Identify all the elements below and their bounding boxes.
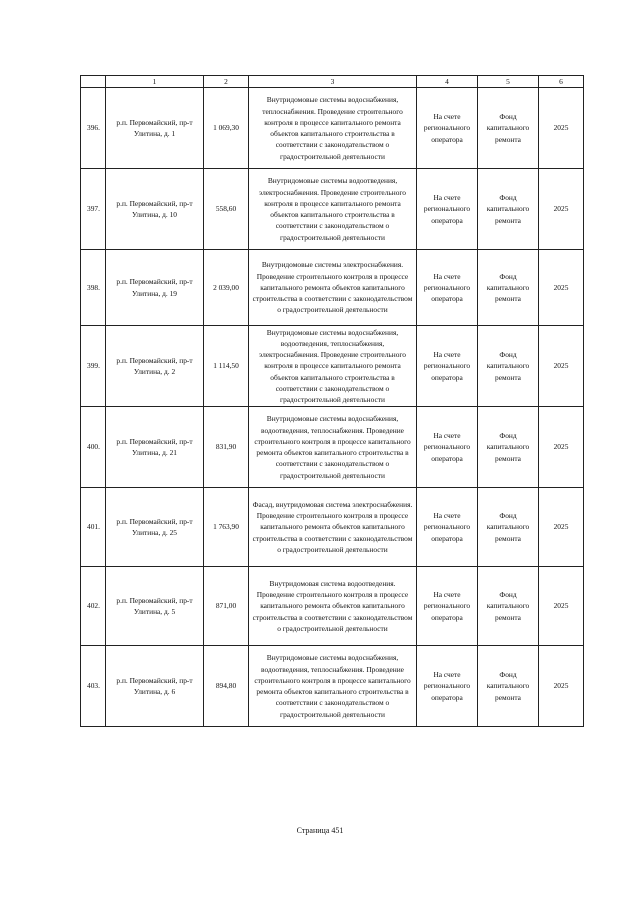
row-address: р.п. Первомайский, пр-т Улитина, д. 1	[106, 88, 204, 169]
row-number: 396.	[81, 88, 106, 169]
row-year: 2025	[539, 567, 584, 646]
row-address: р.п. Первомайский, пр-т Улитина, д. 2	[106, 326, 204, 407]
row-address: р.п. Первомайский, пр-т Улитина, д. 19	[106, 250, 204, 326]
row-area: 871,00	[204, 567, 249, 646]
row-works: Внутридомовая система водоотведения. Проведение строительного контроля в процессе капитального ремонта объектов капитального строительства в соответствии с законодательством о градостроительной деятельности	[249, 567, 417, 646]
row-number: 402.	[81, 567, 106, 646]
table-row	[81, 326, 584, 407]
row-works: Внутридомовые системы водоотведения, электроснабжения. Проведение строительного контроля в процессе капитального ремонта объектов капитального строительства в соответствии с законодательством о градостроительной деятельности	[249, 169, 417, 250]
header-cell-1: 1	[106, 76, 204, 88]
header-cell-6: 6	[539, 76, 584, 88]
table-row	[81, 88, 584, 169]
table-row	[81, 488, 584, 567]
row-number: 399.	[81, 326, 106, 407]
row-year: 2025	[539, 169, 584, 250]
row-works: Внутридомовые системы водоснабжения, водоотведения, теплоснабжения. Проведение строительного контроля в процессе капитального ремонта объектов капитального строительства в соответствии с законодательством о градостроительной деятельности	[249, 646, 417, 727]
table-row	[81, 169, 584, 250]
row-address: р.п. Первомайский, пр-т Улитина, д. 25	[106, 488, 204, 567]
row-year: 2025	[539, 488, 584, 567]
row-number: 398.	[81, 250, 106, 326]
row-method: На счете регионального оператора	[417, 169, 478, 250]
page-number: Страница 451	[296, 826, 344, 835]
table-row	[81, 646, 584, 727]
row-source: Фонд капитального ремонта	[478, 646, 539, 727]
row-address: р.п. Первомайский, пр-т Улитина, д. 21	[106, 407, 204, 488]
row-number: 400.	[81, 407, 106, 488]
row-number: 397.	[81, 169, 106, 250]
row-year: 2025	[539, 407, 584, 488]
capital-repair-table	[80, 75, 584, 727]
row-works: Внутридомовые системы водоснабжения, водоотведения, теплоснабжения, электроснабжения. Проведение строительного контроля в процессе капитального ремонта объектов капитального строительства в соответствии с законодательством о градостроительной деятельности	[249, 326, 417, 407]
header-cell-blank	[81, 76, 106, 88]
table-row	[81, 250, 584, 326]
row-works: Внутридомовые системы водоснабжения, водоотведения, теплоснабжения. Проведение строительного контроля в процессе капитального ремонта объектов капитального строительства в соответствии с законодательством о градостроительной деятельности	[249, 407, 417, 488]
header-cell-2: 2	[204, 76, 249, 88]
row-year: 2025	[539, 88, 584, 169]
row-method: На счете регионального оператора	[417, 250, 478, 326]
header-row	[81, 76, 584, 88]
table-row	[81, 567, 584, 646]
row-source: Фонд капитального ремонта	[478, 407, 539, 488]
row-source: Фонд капитального ремонта	[478, 567, 539, 646]
row-method: На счете регионального оператора	[417, 326, 478, 407]
row-works: Внутридомовые системы водоснабжения, теплоснабжения. Проведение строительного контроля в процессе капитального ремонта объектов капитального строительства в соответствии с законодательством о градостроительной деятельности	[249, 88, 417, 169]
row-method: На счете регионального оператора	[417, 567, 478, 646]
row-works: Фасад, внутридомовая система электроснабжения. Проведение строительного контроля в процессе капитального ремонта объектов капитального строительства в соответствии с законодательством о градостроительной деятельности	[249, 488, 417, 567]
row-source: Фонд капитального ремонта	[478, 88, 539, 169]
row-source: Фонд капитального ремонта	[478, 169, 539, 250]
row-number: 403.	[81, 646, 106, 727]
header-cell-4: 4	[417, 76, 478, 88]
row-year: 2025	[539, 250, 584, 326]
row-year: 2025	[539, 646, 584, 727]
row-area: 1 114,50	[204, 326, 249, 407]
row-address: р.п. Первомайский, пр-т Улитина, д. 6	[106, 646, 204, 727]
row-number: 401.	[81, 488, 106, 567]
header-cell-3: 3	[249, 76, 417, 88]
row-method: На счете регионального оператора	[417, 646, 478, 727]
row-area: 1 069,30	[204, 88, 249, 169]
row-year: 2025	[539, 326, 584, 407]
table-row	[81, 407, 584, 488]
row-method: На счете регионального оператора	[417, 407, 478, 488]
row-area: 558,60	[204, 169, 249, 250]
row-source: Фонд капитального ремонта	[478, 326, 539, 407]
row-area: 831,90	[204, 407, 249, 488]
header-cell-5: 5	[478, 76, 539, 88]
row-area: 894,80	[204, 646, 249, 727]
row-method: На счете регионального оператора	[417, 88, 478, 169]
row-area: 1 763,90	[204, 488, 249, 567]
row-source: Фонд капитального ремонта	[478, 488, 539, 567]
row-address: р.п. Первомайский, пр-т Улитина, д. 10	[106, 169, 204, 250]
row-address: р.п. Первомайский, пр-т Улитина, д. 5	[106, 567, 204, 646]
row-works: Внутридомовые системы электроснабжения. Проведение строительного контроля в процессе капитального ремонта объектов капитального строительства в соответствии с законодательством о градостроительной деятельности	[249, 250, 417, 326]
row-source: Фонд капитального ремонта	[478, 250, 539, 326]
row-area: 2 039,00	[204, 250, 249, 326]
row-method: На счете регионального оператора	[417, 488, 478, 567]
